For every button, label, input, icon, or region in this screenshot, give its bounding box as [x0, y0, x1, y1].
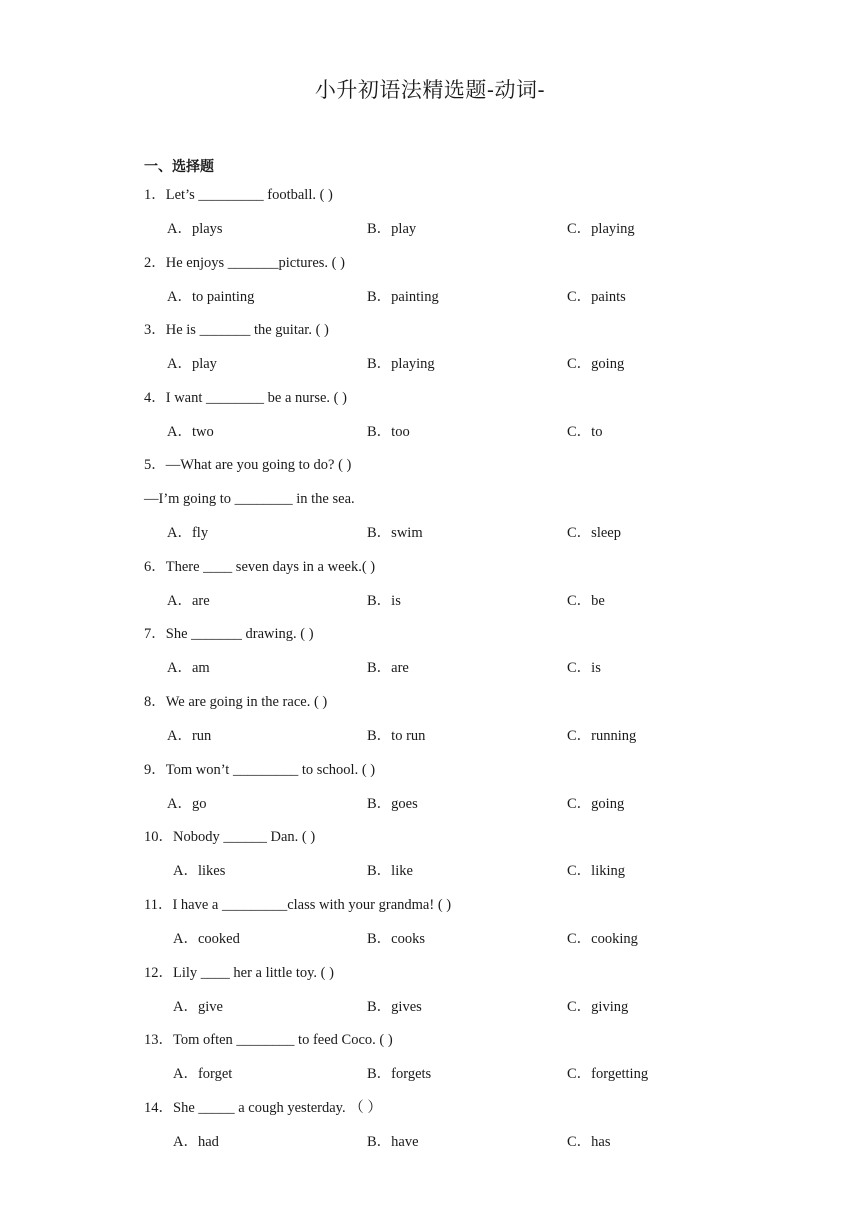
option-row: [167, 591, 767, 611]
option-b: B．painting: [367, 289, 439, 305]
option-row: [167, 354, 767, 374]
question-stem: 13．Tom often ________ to feed Coco. ( ): [144, 1032, 393, 1048]
option-row: [173, 997, 773, 1017]
option-a: A．two: [167, 424, 214, 440]
question-stem: 9．Tom won’t _________ to school. ( ): [144, 762, 376, 778]
option-a: A．play: [167, 356, 217, 372]
option-a: A．had: [173, 1134, 219, 1150]
question-stem: 3．He is _______ the guitar. ( ): [144, 322, 329, 338]
option-c: C．be: [567, 593, 605, 609]
option-a: A．plays: [167, 221, 223, 237]
option-c: C．going: [567, 356, 625, 372]
option-a: A．run: [167, 728, 212, 744]
option-a: A．forget: [173, 1066, 233, 1082]
option-row: [167, 219, 767, 239]
question-stem: 11．I have a _________class with your grandma! ( ): [144, 897, 452, 913]
section-heading: 一、选择题: [144, 159, 214, 175]
option-b: B．have: [367, 1134, 419, 1150]
option-a: A．are: [167, 593, 210, 609]
option-b: B．goes: [367, 796, 418, 812]
option-b: B．gives: [367, 999, 422, 1015]
option-c: C．liking: [567, 863, 626, 879]
option-b: B．to run: [367, 728, 426, 744]
option-b: B．are: [367, 660, 409, 676]
option-row: [167, 287, 767, 307]
option-row: [167, 794, 767, 814]
option-c: C．is: [567, 660, 601, 676]
option-row: [173, 861, 773, 881]
option-c: C．forgetting: [567, 1066, 649, 1082]
option-b: B．forgets: [367, 1066, 432, 1082]
option-row: [167, 523, 767, 543]
question-stem: 5．—What are you going to do? ( ): [144, 457, 352, 473]
option-c: C．giving: [567, 999, 629, 1015]
question-stem: 14．She _____ a cough yesterday. （ ）: [144, 1100, 382, 1116]
option-c: C．running: [567, 728, 637, 744]
question-stem: 8．We are going in the race. ( ): [144, 694, 328, 710]
question-stem: 6．There ____ seven days in a week.( ): [144, 559, 376, 575]
option-b: B．too: [367, 424, 410, 440]
question-stem: 7．She _______ drawing. ( ): [144, 626, 314, 642]
option-a: A．go: [167, 796, 207, 812]
option-c: C．to: [567, 424, 603, 440]
option-a: A．give: [173, 999, 223, 1015]
page-title: 小升初语法精选题-动词-: [314, 78, 546, 102]
option-c: C．paints: [567, 289, 626, 305]
option-a: A．to painting: [167, 289, 255, 305]
option-b: B．cooks: [367, 931, 425, 947]
option-b: B．swim: [367, 525, 423, 541]
option-row: [167, 422, 767, 442]
question-stem: 2．He enjoys _______pictures. ( ): [144, 255, 345, 271]
option-a: A．likes: [173, 863, 226, 879]
option-row: [167, 658, 767, 678]
question-stem: 12．Lily ____ her a little toy. ( ): [144, 965, 334, 981]
question-stem: 4．I want ________ be a nurse. ( ): [144, 390, 347, 406]
option-c: C．sleep: [567, 525, 621, 541]
option-c: C．cooking: [567, 931, 638, 947]
option-b: B．is: [367, 593, 401, 609]
option-b: B．like: [367, 863, 413, 879]
option-a: A．cooked: [173, 931, 240, 947]
option-c: C．has: [567, 1134, 611, 1150]
option-row: [173, 1064, 773, 1084]
question-stem: 1．Let’s _________ football. ( ): [144, 187, 333, 203]
option-row: [173, 1132, 773, 1152]
option-a: A．fly: [167, 525, 209, 541]
option-a: A．am: [167, 660, 210, 676]
option-c: C．playing: [567, 221, 635, 237]
question-stem-continued: —I’m going to ________ in the sea.: [144, 491, 355, 507]
option-c: C．going: [567, 796, 625, 812]
question-stem: 10．Nobody ______ Dan. ( ): [144, 829, 316, 845]
option-b: B．play: [367, 221, 417, 237]
option-b: B．playing: [367, 356, 435, 372]
option-row: [167, 726, 767, 746]
option-row: [173, 929, 773, 949]
